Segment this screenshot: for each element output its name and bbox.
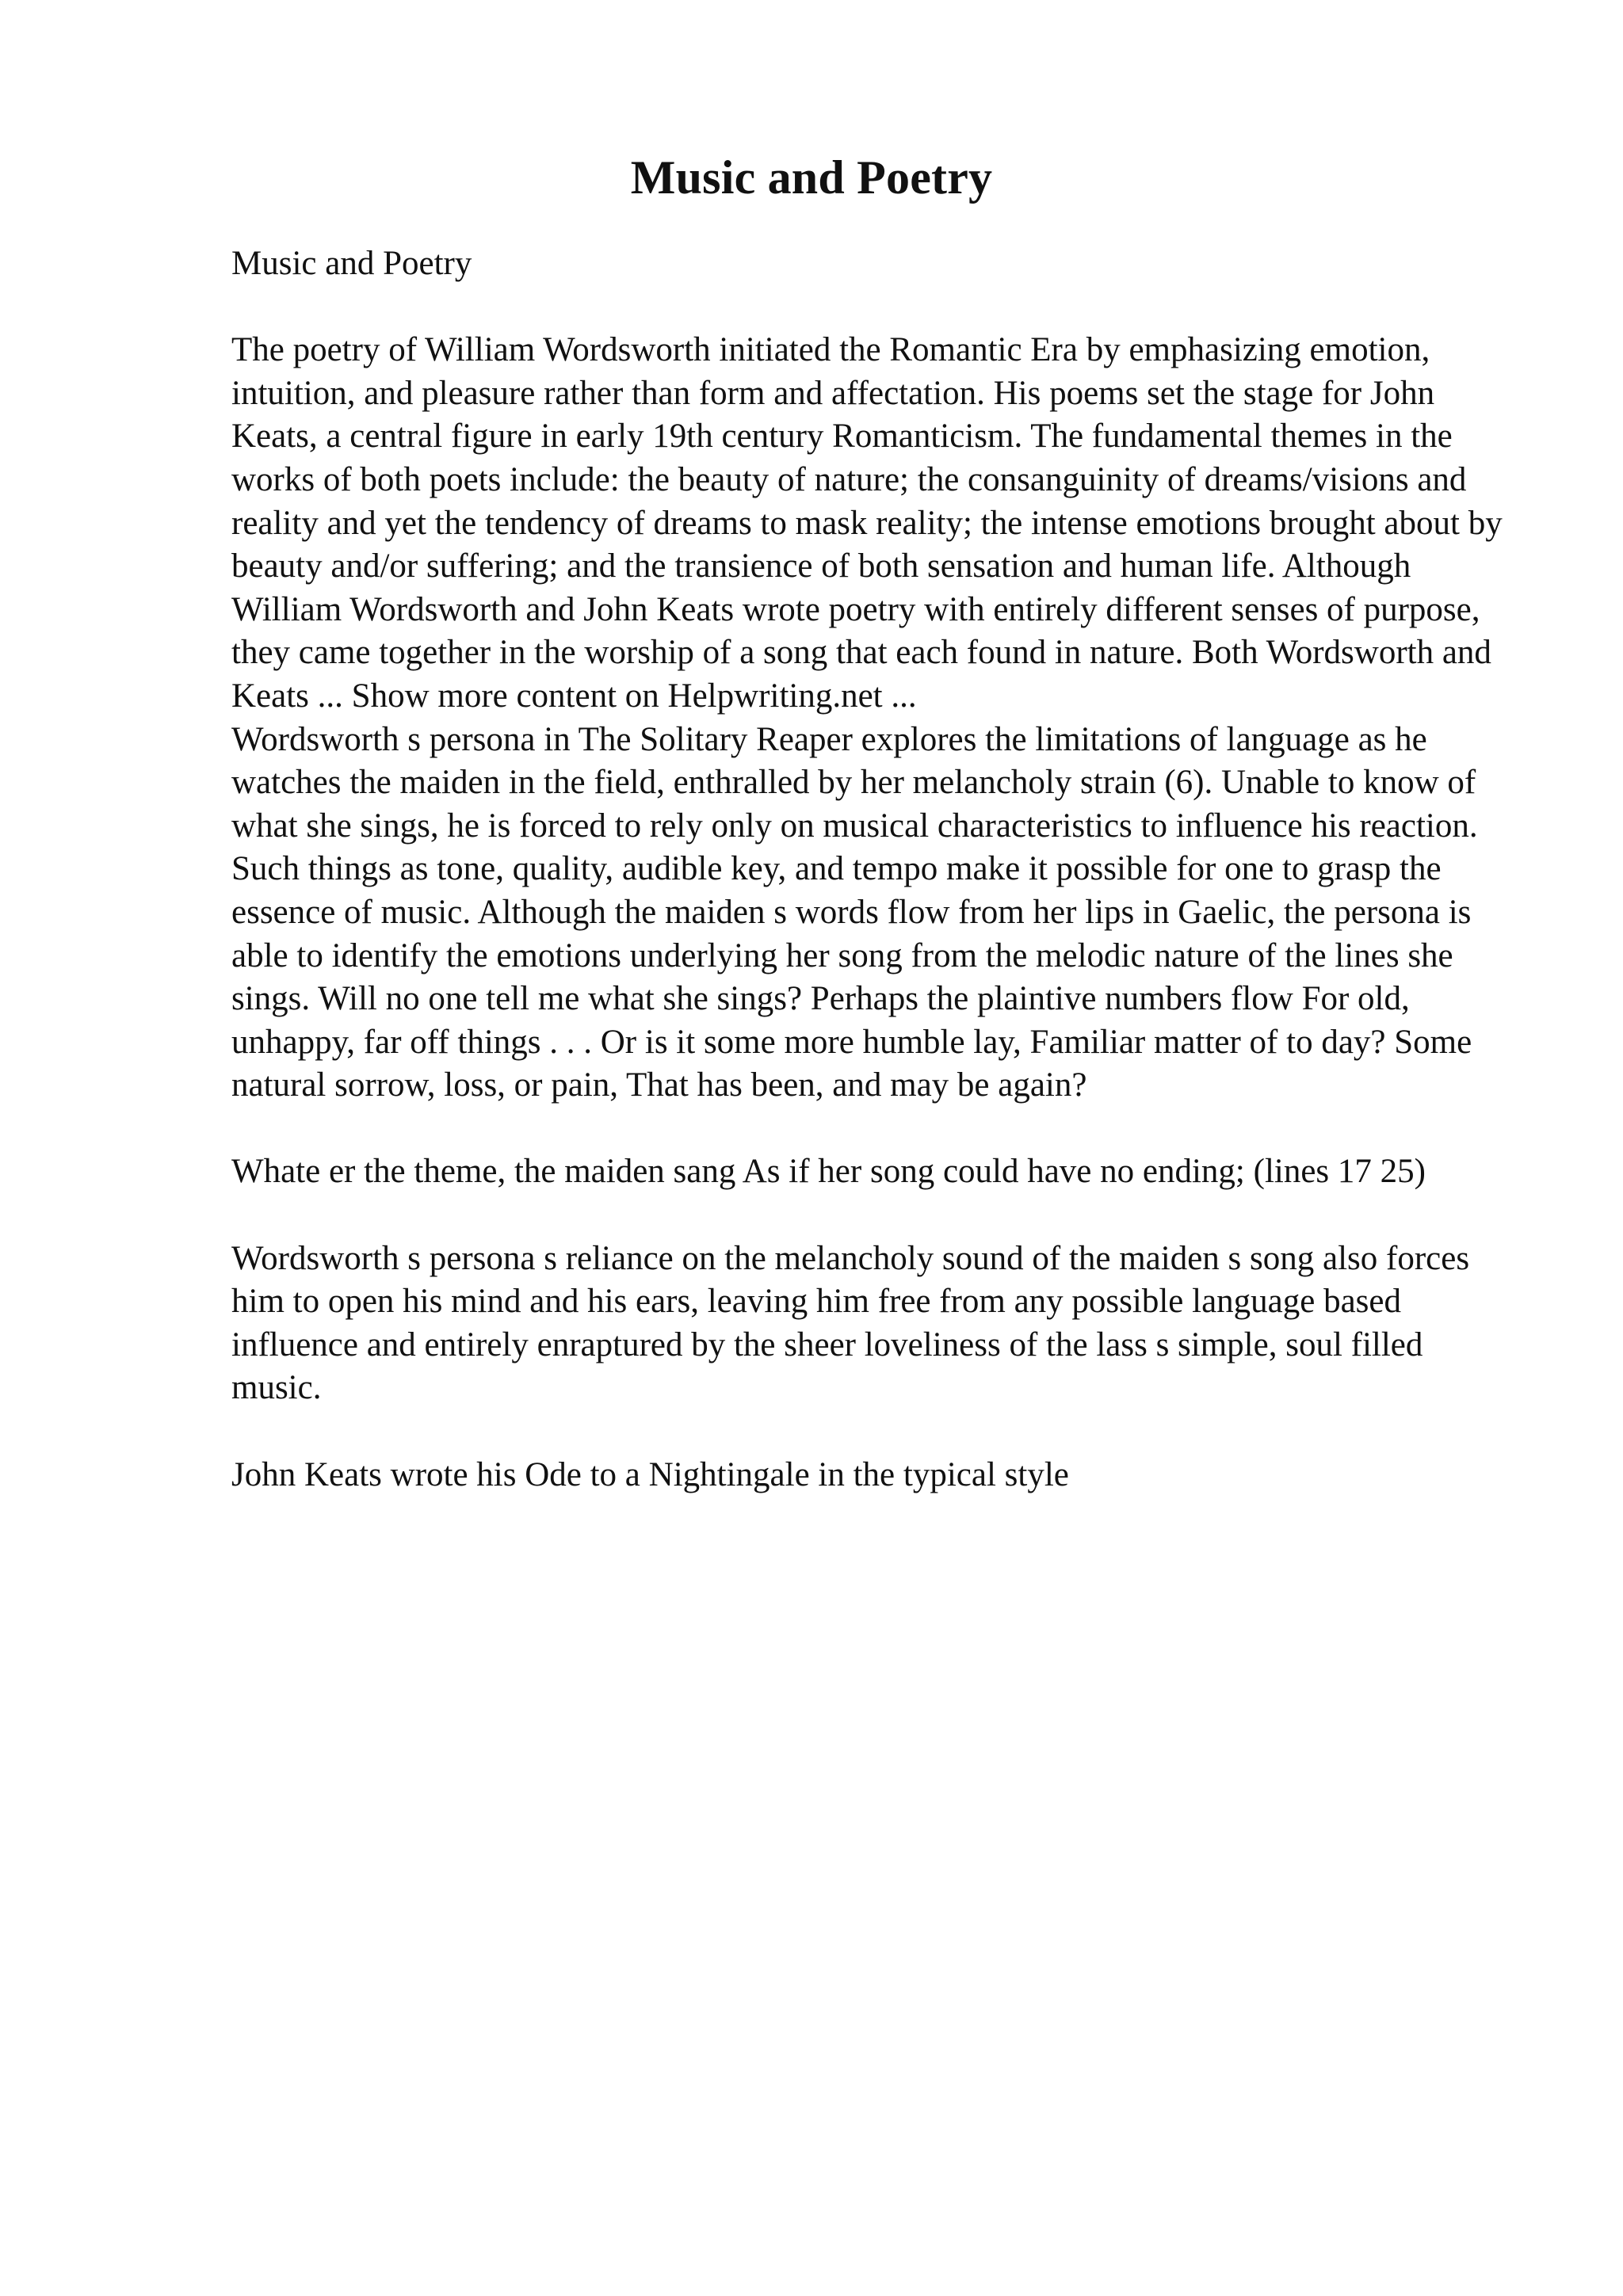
document-subtitle: Music and Poetry [231, 245, 472, 282]
paragraph-keats: John Keats wrote his Ode to a Nightingale in the typical style [231, 1455, 1069, 1493]
paragraph-quote-lines: Whate er the theme, the maiden sang As if her song could have no ending; (lines 17 25) [231, 1153, 1426, 1191]
page-title: Music and Poetry [630, 151, 993, 204]
paragraph-reliance: Wordsworth s persona s reliance on the melancholy sound of the maiden s song also forces him to open his mind and his ears, leaving him free from any possible language based influence and entirely enraptured by the sheer loveliness of the lass s simple, soul filled music. [231, 1239, 1470, 1407]
paragraph-intro: The poetry of William Wordsworth initiated the Romantic Era by emphasizing emotion, intuition, and pleasure rather than form and affectation. His poems set the stage for John Keats, a central figure in early 19th century Romanticism. The fundamental themes in the works of both poets include: the beauty of nature; the consanguinity of dreams/visions and reality and yet the tendency of dreams to mask reality; the intense emotions brought about by beauty and/or suffering; and the transience of both sensation and human life. Although William Wordsworth and John Keats wrote poetry with entirely different senses of purpose, they came together in the worship of a song that each found in nature. Both Wordsworth and Keats ... Show more content on Helpwriting.net ... [231, 331, 1503, 715]
document-body [231, 242, 1515, 1497]
paragraph-solitary-reaper: Wordsworth s persona in The Solitary Reaper explores the limitations of language as he watches the maiden in the field, enthralled by her melancholy strain (6). Unable to know of what she sings, he is forced to rely only on musical characteristics to influence his reaction. Such things as tone, quality, audible key, and tempo make it possible for one to grasp the essence of music. Although the maiden s words flow from her lips in Gaelic, the persona is able to identify the emotions underlying her song from the melodic nature of the lines she sings. Will no one tell me what she sings? Perhaps the plaintive numbers flow For old, unhappy, far off things . . . Or is it some more humble lay, Familiar matter of to day? Some natural sorrow, loss, or pain, That has been, and may be again? [231, 720, 1478, 1104]
